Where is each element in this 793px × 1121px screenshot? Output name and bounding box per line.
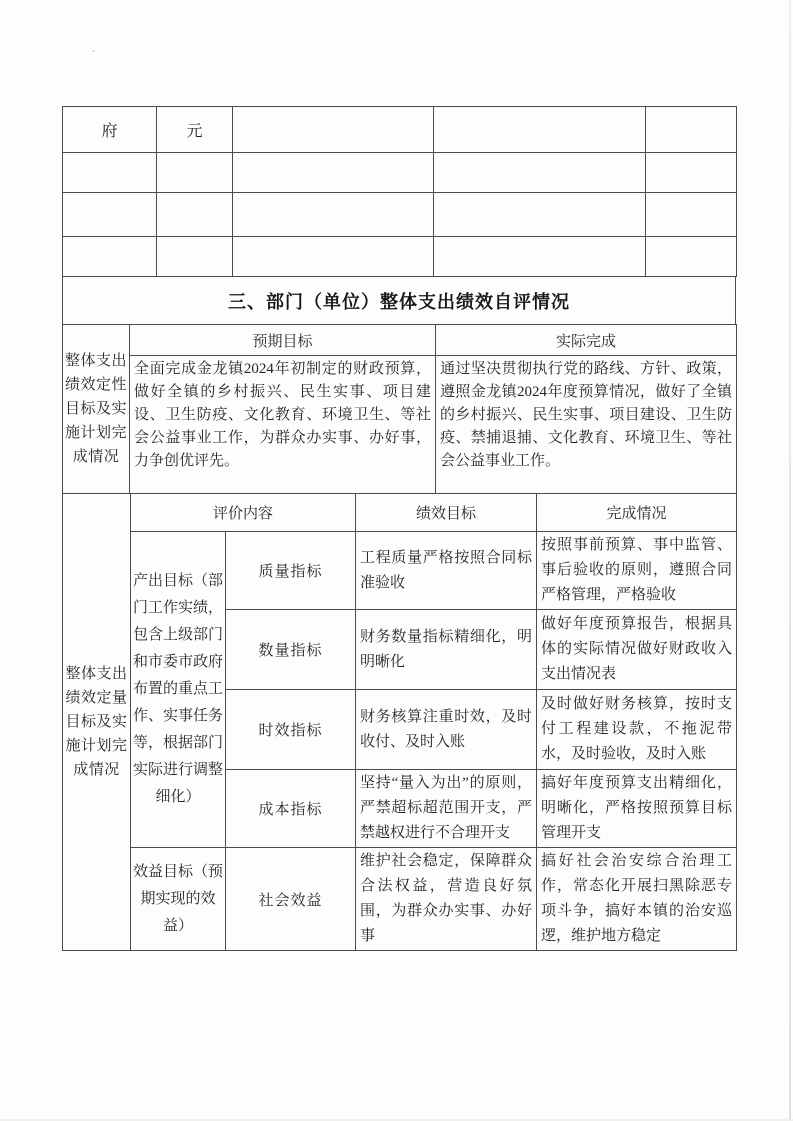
indicator-label: 成本指标 [226, 770, 356, 848]
benefit-goal-label: 效益目标（预期实现的效益） [131, 848, 226, 951]
table-cell [157, 153, 233, 193]
indicator-label: 数量指标 [226, 610, 356, 690]
section-title-text: 三、部门（单位）整体支出绩效自评情况 [228, 291, 570, 312]
actual-completion-header: 实际完成 [436, 325, 737, 356]
completion-status-header: 完成情况 [537, 494, 737, 532]
table-cell [63, 237, 157, 277]
target-text: 维护社会稳定，保障群众合法权益，营造良好氛围，为群众办实事、办好事 [356, 848, 537, 951]
output-goal-label: 产出目标（部门工作实绩，包含上级部门和市委市政府布置的重点工作、实事任务等，根据部门实际进行调整细化） [131, 532, 226, 848]
target-text: 工程质量严格按照合同标准验收 [356, 532, 537, 610]
table-cell [233, 153, 434, 193]
quantitative-row-label: 整体支出绩效定量目标及实施计划完成情况 [63, 494, 131, 951]
top-summary-table [62, 106, 737, 277]
table-cell [157, 193, 233, 237]
table-cell [157, 237, 233, 277]
table-cell [646, 107, 737, 153]
evaluation-content-header: 评价内容 [131, 494, 356, 532]
table-cell [646, 193, 737, 237]
completion-text: 做好年度预算报告，根据具体的实际情况做好财政收入支出情况表 [537, 610, 737, 690]
expected-goal-text: 全面完成金龙镇2024年初制定的财政预算，做好全镇的乡村振兴、民生实事、项目建设、卫生防疫、文化教育、环境卫生、等社会公益事业工作，为群众办实事、办好事，力争创优评先。 [130, 356, 436, 494]
scan-speck [92, 50, 95, 52]
quantitative-goals-table [62, 493, 737, 951]
table-cell [233, 107, 434, 153]
table-cell [63, 193, 157, 237]
actual-completion-text: 通过坚决贯彻执行党的路线、方针、政策，遵照金龙镇2024年度预算情况，做好了全镇的乡村振兴、民生实事、项目建设、卫生防疫、禁捕退捕、文化教育、环境卫生、等社会公益事业工作。 [436, 356, 737, 494]
completion-text: 搞好社会治安综合治理工作，常态化开展扫黑除恶专项斗争，搞好本镇的治安巡逻，维护地方稳定 [537, 848, 737, 951]
table-cell [233, 193, 434, 237]
completion-text: 及时做好财务核算，按时支付工程建设款，不拖泥带水，及时验收，及时入账 [537, 690, 737, 770]
indicator-label: 质量指标 [226, 532, 356, 610]
indicator-label: 社会效益 [226, 848, 356, 951]
qualitative-goals-table [62, 324, 737, 494]
section-title [62, 276, 736, 325]
table-cell [63, 153, 157, 193]
completion-text: 按照事前预算、事中监管、事后验收的原则，遵照合同严格管理，严格验收 [537, 532, 737, 610]
table-cell [434, 237, 646, 277]
table-cell [434, 153, 646, 193]
table-cell [646, 237, 737, 277]
expected-goal-header: 预期目标 [130, 325, 436, 356]
scan-edge-right [789, 0, 791, 1121]
table-cell [233, 237, 434, 277]
table-cell: 府 [63, 107, 157, 153]
target-text: 坚持“量入为出”的原则，严禁超标超范围开支，严禁越权进行不合理开支 [356, 770, 537, 848]
indicator-label: 时效指标 [226, 690, 356, 770]
table-cell: 元 [157, 107, 233, 153]
target-text: 财务数量指标精细化，明明晰化 [356, 610, 537, 690]
target-text: 财务核算注重时效，及时收付、及时入账 [356, 690, 537, 770]
completion-text: 搞好年度预算支出精细化，明晰化，严格按照预算目标管理开支 [537, 770, 737, 848]
table-cell [434, 107, 646, 153]
qualitative-row-label: 整体支出绩效定性目标及实施计划完成情况 [63, 325, 130, 494]
performance-target-header: 绩效目标 [356, 494, 537, 532]
table-cell [646, 153, 737, 193]
table-cell [434, 193, 646, 237]
